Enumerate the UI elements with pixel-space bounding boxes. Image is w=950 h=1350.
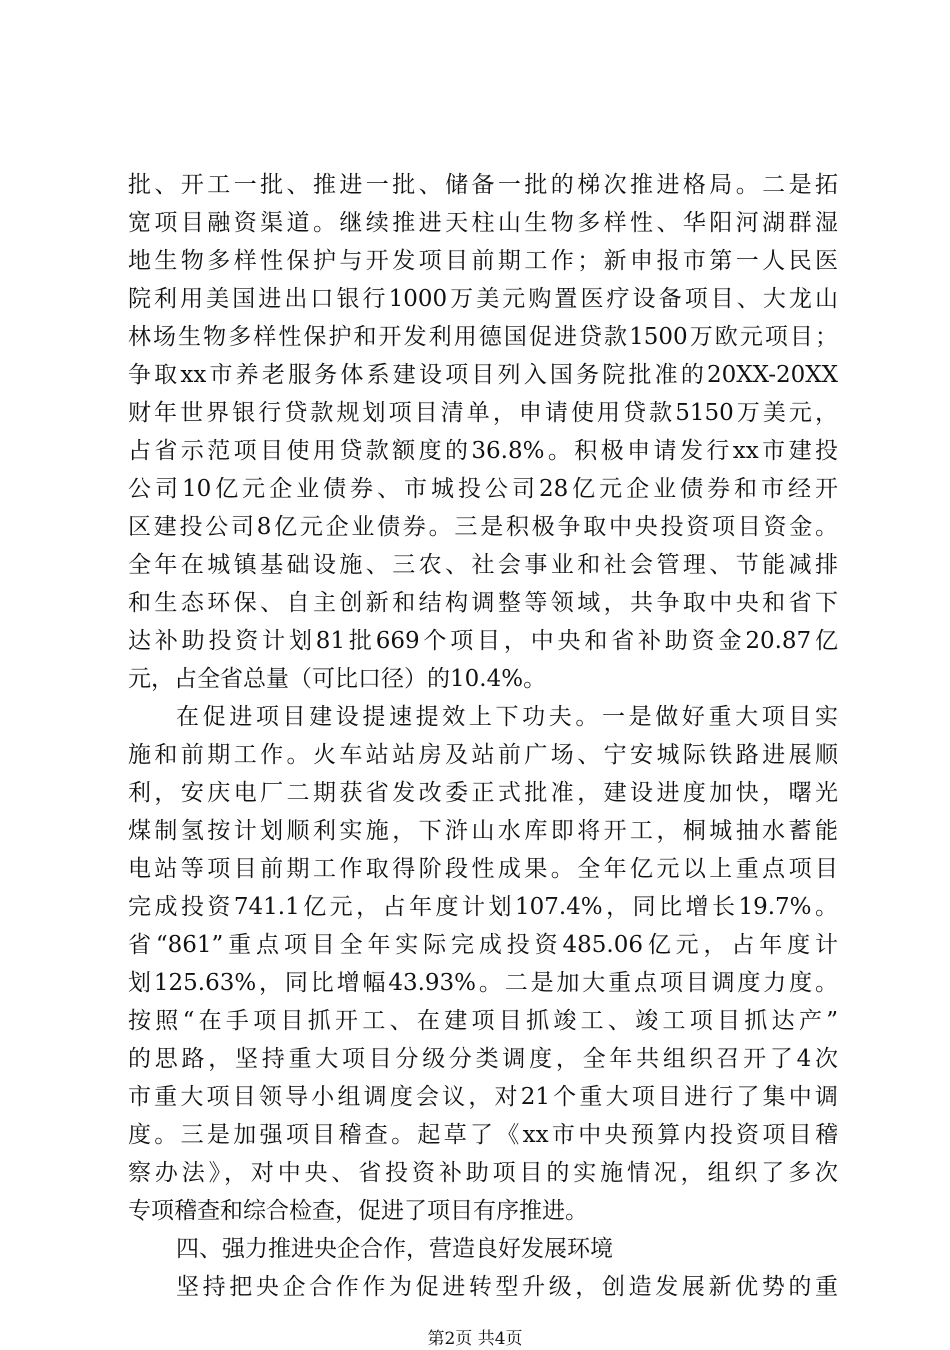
text-line: 划125.63%，同比增幅43.93%。二是加大重点项目调度力度。 — [128, 970, 838, 996]
text-line: 达补助投资计划81批669个项目，中央和省补助资金20.87亿 — [128, 628, 838, 654]
page-number: 第2页 共4页 — [427, 1329, 523, 1349]
text-line: 占省示范项目使用贷款额度的36.8%。积极申请发行xx市建投 — [128, 438, 838, 464]
text-line: 宽项目融资渠道。继续推进天柱山生物多样性、华阳河湖群湿 — [128, 210, 838, 236]
text-line: 地生物多样性保护与开发项目前期工作；新申报市第一人民医 — [128, 248, 838, 274]
text-line: 在促进项目建设提速提效上下功夫。一是做好重大项目实 — [176, 704, 838, 730]
text-line: 度。三是加强项目稽查。起草了《xx市中央预算内投资项目稽 — [128, 1122, 838, 1148]
text-line: 煤制氢按计划顺利实施，下浒山水库即将开工，桐城抽水蓄能 — [128, 818, 838, 844]
text-line: 院利用美国进出口银行1000万美元购置医疗设备项目、大龙山 — [128, 286, 838, 312]
text-line: 按照“在手项目抓开工、在建项目抓竣工、竣工项目抓达产” — [128, 1008, 838, 1034]
text-line: 争取xx市养老服务体系建设项目列入国务院批准的20XX-20XX — [128, 362, 838, 388]
text-line: 电站等项目前期工作取得阶段性成果。全年亿元以上重点项目 — [128, 856, 838, 882]
text-line: 施和前期工作。火车站站房及站前广场、宁安城际铁路进展顺 — [128, 742, 838, 768]
text-line: 坚持把央企合作作为促进转型升级，创造发展新优势的重 — [176, 1274, 838, 1300]
text-line: 完成投资741.1亿元，占年度计划107.4%，同比增长19.7%。 — [128, 894, 838, 920]
text-line: 的思路，坚持重大项目分级分类调度，全年共组织召开了4次 — [128, 1046, 838, 1072]
text-line: 专项稽查和综合检查，促进了项目有序推进。 — [128, 1198, 588, 1224]
text-line: 和生态环保、自主创新和结构调整等领域，共争取中央和省下 — [128, 590, 838, 616]
text-line: 利，安庆电厂二期获省发改委正式批准，建设进度加快，曙光 — [128, 780, 838, 806]
text-line: 察办法》，对中央、省投资补助项目的实施情况，组织了多次 — [128, 1160, 838, 1186]
text-line: 区建投公司8亿元企业债券。三是积极争取中央投资项目资金。 — [128, 514, 838, 540]
text-line: 财年世界银行贷款规划项目清单，申请使用贷款5150万美元， — [128, 400, 838, 426]
text-line: 批、开工一批、推进一批、储备一批的梯次推进格局。二是拓 — [128, 172, 838, 198]
text-line: 市重大项目领导小组调度会议，对21个重大项目进行了集中调 — [128, 1084, 838, 1110]
text-line: 公司10亿元企业债券、市城投公司28亿元企业债券和市经开 — [128, 476, 838, 502]
section-heading: 四、强力推进央企合作，营造良好发展环境 — [176, 1236, 613, 1262]
text-line: 省“861”重点项目全年实际完成投资485.06亿元，占年度计 — [128, 932, 838, 958]
text-line: 林场生物多样性保护和开发利用德国促进贷款1500万欧元项目； — [128, 324, 838, 350]
text-line: 全年在城镇基础设施、三农、社会事业和社会管理、节能减排 — [128, 552, 838, 578]
text-line: 元，占全省总量（可比口径）的10.4%。 — [128, 666, 547, 692]
